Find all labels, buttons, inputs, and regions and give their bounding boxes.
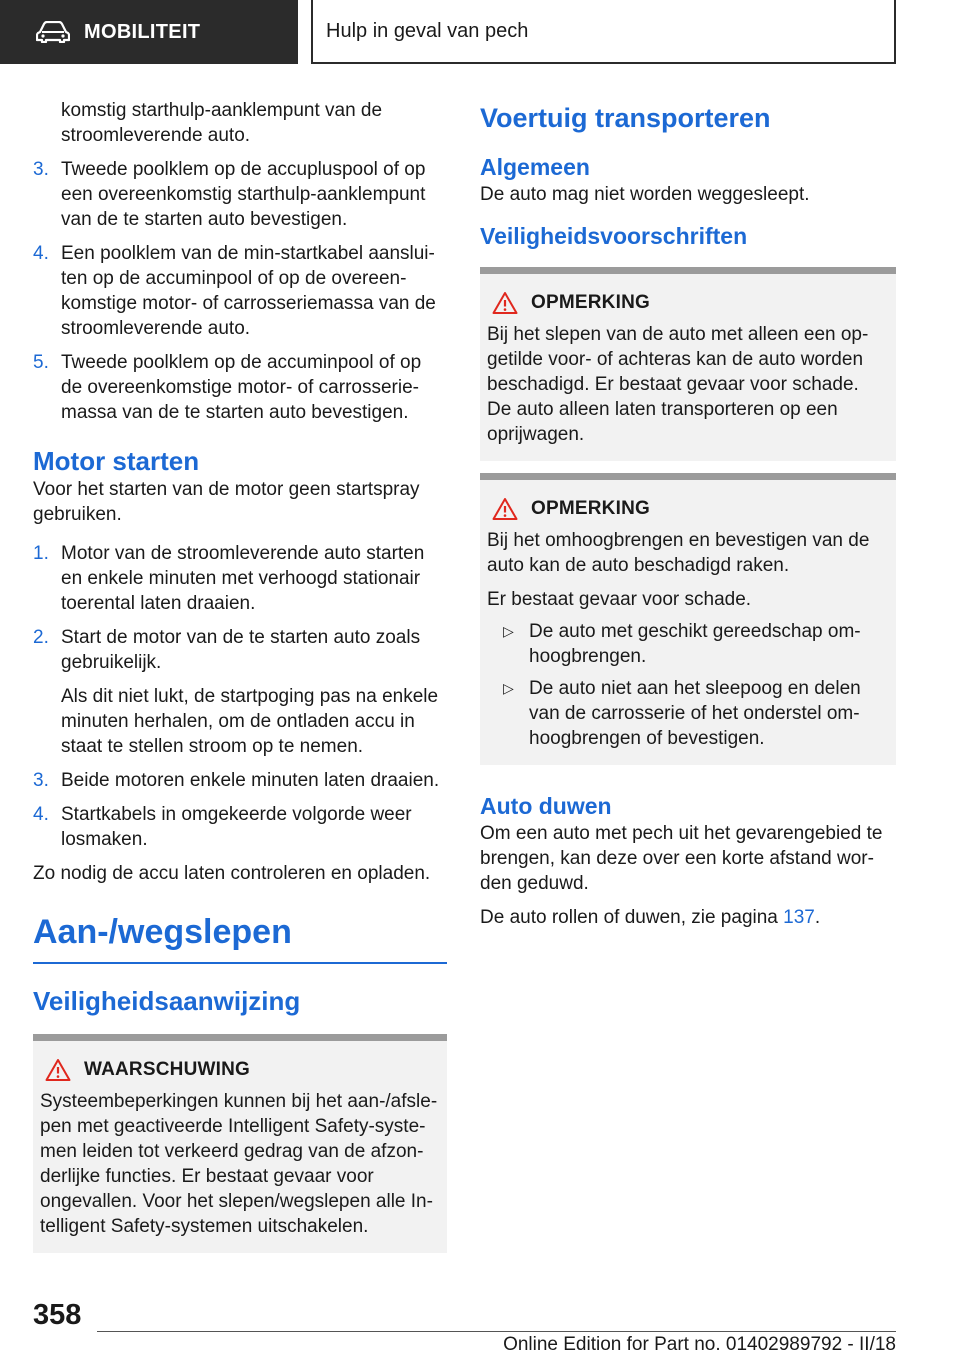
bullet-item <box>487 676 888 751</box>
car-icon <box>36 21 70 43</box>
note-text: Er bestaat gevaar voor schade. <box>487 589 752 610</box>
list-number: 2. <box>33 627 49 648</box>
list-number: 1. <box>33 543 49 564</box>
right-column <box>480 98 896 939</box>
bullet-item <box>487 619 888 669</box>
heading-rule <box>33 962 447 964</box>
list-item <box>33 802 447 852</box>
section-heading-veiligheidsaanwijzing: Veiligheidsaanwijzing <box>33 986 301 1016</box>
reference-end: . <box>814 907 821 928</box>
header-section-title: Hulp in geval van pech <box>326 19 529 42</box>
header-category: MOBILITEIT <box>84 20 201 43</box>
list-text: Een poolklem van de min-startkabel aansluiten op de accuminpool of op de overeenkomstige motor- of carrosseriemassa van de stroomleverende auto. <box>61 243 436 339</box>
page-number: 358 <box>33 1299 82 1331</box>
note-box <box>480 267 896 461</box>
chapter-heading-aan-wegslepen: Aan-/wegslepen <box>33 913 292 951</box>
list-item <box>33 350 447 425</box>
header-category-tab <box>0 0 298 64</box>
list-number: 5. <box>33 352 49 373</box>
bullet-text: De auto niet aan het sleepoog en delen van de carrosserie of het onderstel omhoogbrengen of bevestigen. <box>529 678 861 749</box>
list-item <box>33 625 447 675</box>
list-text: Tweede poolklem op de accupluspool of op een overeenkomstig starthulp-aanklempunt van de te starten auto bevestigen. <box>61 159 426 230</box>
note-text: Bij het omhoogbrengen en bevestigen van de auto kan de auto beschadigd raken. <box>487 530 870 576</box>
warning-triangle-icon <box>492 291 518 315</box>
warning-text: Systeembeperkingen kunnen bij het aan-/afslepen met geactiveerde Intelligent Safety-systemen leiden tot verkeerd gedrag van de afzonderlijke functies. Er bestaat gevaar voor ongevallen. Voor het slepen/wegslepen alle Intelligent Safety-systemen uitschakelen. <box>40 1091 438 1237</box>
list-text: Motor van de stroomleverende auto starten en enkele minuten met verhoogd stationair toerental laten draaien. <box>61 543 425 614</box>
warning-triangle-icon <box>45 1058 71 1082</box>
bullet-triangle-icon: ▷ <box>503 680 514 696</box>
list-text: Startkabels in omgekeerde volgorde weer losmaken. <box>61 804 412 850</box>
warning-triangle-icon <box>492 497 518 521</box>
list-item <box>33 241 447 341</box>
list-item <box>33 768 447 793</box>
chapter-heading-voertuig-transporteren: Voertuig transporteren <box>480 103 771 133</box>
warning-box-header <box>40 1057 439 1083</box>
list-item-continuation: komstig starthulp-aanklempunt van de stroomleverende auto. <box>61 100 383 146</box>
list-sub-paragraph: Als dit niet lukt, de startpoging pas na enkele minuten herhalen, om de ontladen accu in staat te stellen stroom op te nemen. <box>61 686 439 757</box>
paragraph: De auto mag niet worden weggesleept. <box>480 184 810 205</box>
list-text: Tweede poolklem op de accuminpool of op de overeenkomstige motor- of carrosseriemassa van de te starten auto bevestigen. <box>61 352 422 423</box>
list-number: 3. <box>33 159 49 180</box>
paragraph: Om een auto met pech uit het gevarengebied te brengen, kan deze over een korte afstand worden geduwd. <box>480 823 883 894</box>
paragraph: Voor het starten van de motor geen startspray gebruiken. <box>33 479 420 525</box>
list-number: 3. <box>33 770 49 791</box>
note-box-header <box>487 290 888 316</box>
list-item <box>33 541 447 616</box>
note-box-header <box>487 496 888 522</box>
list-text: Start de motor van de te starten auto zoals gebruikelijk. <box>61 627 421 673</box>
list-number: 4. <box>33 804 49 825</box>
section-heading-veiligheidsvoorschriften: Veiligheidsvoorschriften <box>480 223 748 249</box>
paragraph: Zo nodig de accu laten controleren en opladen. <box>33 863 431 884</box>
footer-edition: Online Edition for Part no. 01402989792 - II/18 <box>503 1334 896 1355</box>
section-heading-auto-duwen: Auto duwen <box>480 793 612 819</box>
page-link[interactable]: 137 <box>783 907 815 928</box>
header-section <box>311 0 896 64</box>
section-heading-algemeen: Algemeen <box>480 154 590 180</box>
paragraph-page-reference <box>480 905 896 930</box>
reference-text: De auto rollen of duwen, zie pagina <box>480 907 784 928</box>
note-box <box>480 473 896 765</box>
left-column <box>33 98 447 1253</box>
list-text: Beide motoren enkele minuten laten draaien. <box>61 770 440 791</box>
bullet-triangle-icon: ▷ <box>503 623 514 639</box>
list-number: 4. <box>33 243 49 264</box>
note-label: OPMERKING <box>531 292 650 313</box>
note-label: OPMERKING <box>531 498 650 519</box>
warning-box <box>33 1034 447 1253</box>
warning-label: WAARSCHUWING <box>84 1059 250 1080</box>
note-text: Bij het slepen van de auto met alleen een opgetilde voor- of achteras kan de auto worden beschadigd. Er bestaat gevaar voor schade. De auto alleen laten transporteren op een oprijwagen. <box>487 324 869 445</box>
list-item <box>33 157 447 232</box>
bullet-text: De auto met geschikt gereedschap omhoogbrengen. <box>529 621 861 667</box>
section-heading-motor-starten: Motor starten <box>33 446 200 476</box>
